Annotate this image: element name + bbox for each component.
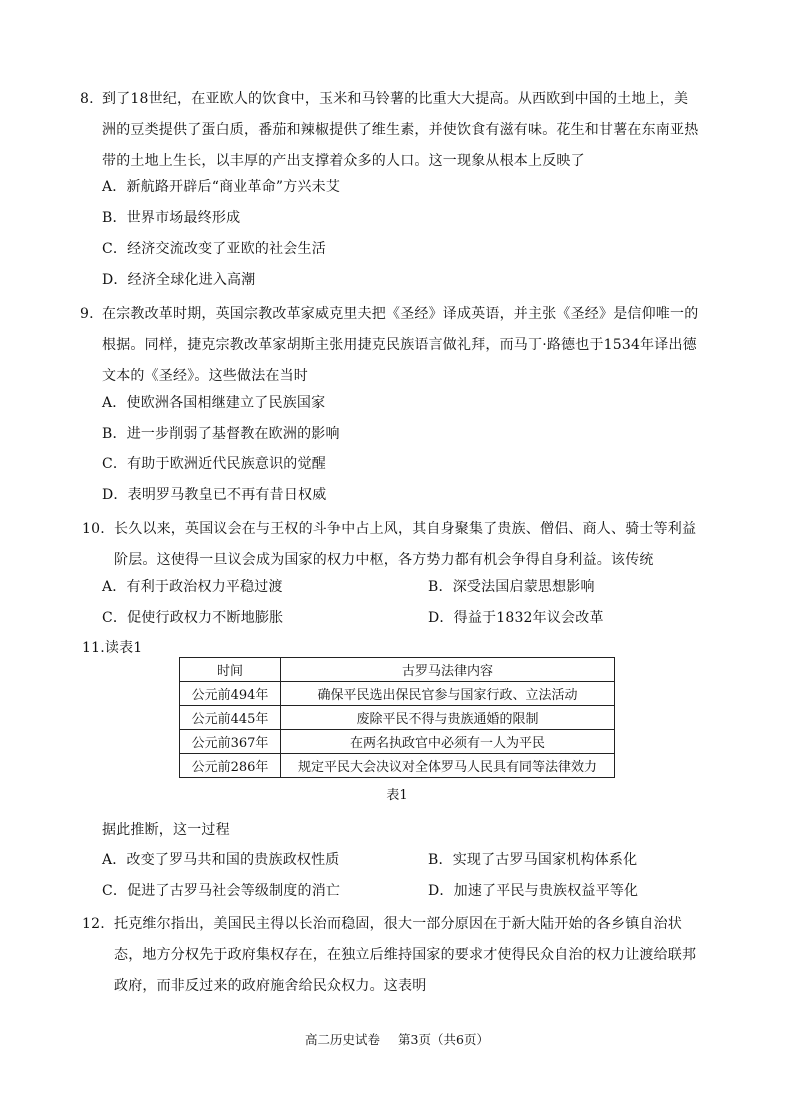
table-cell-time: 公元前445年: [180, 706, 281, 730]
question-10-number: 10.: [82, 521, 105, 537]
question-12-text: 托克维尔指出，美国民主得以长治而稳固，很大一部分原因在于新大陆开始的各乡镇自治状态，地方分权先于政府集权存在，在独立后维持国家的要求才使得民众自治的权力让渡给联邦政府，而非反过来的政府施舍给民众权力。这表明: [114, 916, 697, 994]
question-11-option-b[interactable]: B．实现了古罗马国家机构体系化: [428, 852, 638, 868]
law-table-caption: 表1: [386, 788, 408, 803]
law-table-header-time: 时间: [180, 658, 281, 682]
table-row: [180, 682, 615, 706]
table-row: [180, 754, 615, 778]
law-table-header-content: 古罗马法律内容: [281, 658, 615, 682]
question-11-stem: [82, 637, 142, 659]
table-cell-content: 在两名执政官中必须有一人为平民: [281, 730, 615, 754]
table-cell-content: 确保平民选出保民官参与国家行政、立法活动: [281, 682, 615, 706]
question-12-number: 12.: [82, 916, 105, 932]
table-row: [180, 730, 615, 754]
table-cell-time: 公元前494年: [180, 682, 281, 706]
table-row: [180, 706, 615, 730]
question-9-option-c[interactable]: C．有助于欧洲近代民族意识的觉醒: [102, 456, 326, 472]
law-table-header-row: [180, 658, 615, 682]
question-11-option-d[interactable]: D．加速了平民与贵族权益平等化: [428, 883, 639, 899]
question-8-option-d[interactable]: D．经济全球化进入高潮: [102, 272, 256, 288]
law-table: [179, 657, 615, 778]
question-10-text: 长久以来，英国议会在与王权的斗争中占上风，其自身聚集了贵族、僧侣、商人、骑士等利益阶层。这使得一旦议会成为国家的权力中枢，各方势力都有机会争得自身利益。该传统: [114, 521, 697, 568]
footer-page-number: 第3页（共6页）: [398, 1032, 489, 1047]
table-cell-time: 公元前367年: [180, 730, 281, 754]
question-10-stem: [82, 514, 704, 576]
question-8-number: 8.: [80, 91, 94, 107]
question-11-lead: 据此推断，这一过程: [102, 822, 230, 838]
table-cell-content: 规定平民大会决议对全体罗马人民具有同等法律效力: [281, 754, 615, 778]
footer-subject: 高二历史试卷: [305, 1032, 381, 1047]
question-8-text: 到了18世纪，在亚欧人的饮食中，玉米和马铃薯的比重大大提高。从西欧到中国的土地上，美洲的豆类提供了蛋白质，番茄和辣椒提供了维生素，并使饮食有滋有味。花生和甘薯在东南亚热带的土地上生长，以丰厚的产出支撑着众多的人口。这一现象从根本上反映了: [102, 91, 699, 169]
table-cell-time: 公元前286年: [180, 754, 281, 778]
question-10-option-c[interactable]: C．促使行政权力不断地膨胀: [102, 610, 284, 626]
question-9-option-b[interactable]: B．进一步削弱了基督教在欧洲的影响: [102, 426, 340, 442]
question-8-option-b[interactable]: B．世界市场最终形成: [102, 210, 241, 226]
question-9-stem: [80, 299, 702, 392]
question-9-option-d[interactable]: D．表明罗马教皇已不再有昔日权威: [102, 487, 327, 503]
question-11-option-c[interactable]: C．促进了古罗马社会等级制度的消亡: [102, 883, 341, 899]
question-8-option-c[interactable]: C．经济交流改变了亚欧的社会生活: [102, 241, 326, 257]
question-10-option-d[interactable]: D．得益于1832年议会改革: [428, 610, 604, 626]
question-10-option-b[interactable]: B．深受法国启蒙思想影响: [428, 579, 595, 595]
question-8-stem: [80, 84, 702, 177]
question-11-text: 读表1: [104, 640, 143, 656]
law-table-container: [179, 657, 615, 803]
question-8-option-a[interactable]: A．新航路开辟后“商业革命”方兴未艾: [102, 179, 341, 195]
question-10-option-a[interactable]: A．有利于政治权力平稳过渡: [102, 579, 283, 595]
question-11-option-a[interactable]: A．改变了罗马共和国的贵族政权性质: [102, 852, 340, 868]
question-9-option-a[interactable]: A．使欧洲各国相继建立了民族国家: [102, 395, 326, 411]
page-footer: [0, 1030, 794, 1048]
question-9-number: 9.: [80, 306, 94, 322]
question-12-stem: [82, 909, 704, 1002]
question-9-text: 在宗教改革时期，英国宗教改革家威克里夫把《圣经》译成英语，并主张《圣经》是信仰唯一的根据。同样，捷克宗教改革家胡斯主张用捷克民族语言做礼拜，而马丁·路德也于1534年译出德文本的《圣经》。这些做法在当时: [102, 306, 699, 384]
table-cell-content: 废除平民不得与贵族通婚的限制: [281, 706, 615, 730]
question-11-number: 11.: [82, 640, 105, 656]
